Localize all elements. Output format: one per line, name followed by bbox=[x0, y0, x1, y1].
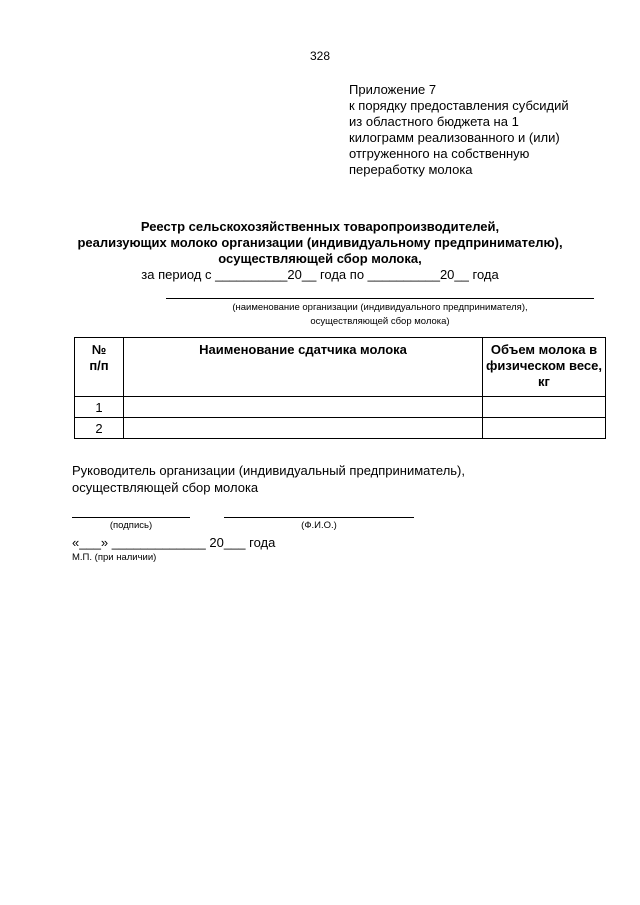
header-volume-line: Объем молока в bbox=[490, 342, 598, 357]
stamp-caption: М.П. (при наличии) bbox=[72, 552, 157, 563]
header-volume bbox=[483, 338, 606, 397]
row-number: 1 bbox=[75, 397, 124, 418]
title-line: осуществляющей сбор молока, bbox=[218, 251, 422, 266]
page-number: 328 bbox=[309, 49, 331, 63]
fio-caption: (Ф.И.О.) bbox=[301, 520, 337, 531]
appendix-line: Приложение 7 bbox=[349, 82, 437, 97]
period-line: за период с __________20__ года по __________20__ года bbox=[141, 267, 499, 282]
title-line: Реестр сельскохозяйственных товаропроизводителей, bbox=[140, 219, 500, 234]
signature-blank-line bbox=[72, 517, 190, 518]
organization-caption-line: (наименование организации (индивидуального предпринимателя), bbox=[232, 302, 528, 313]
date-line: «___» _____________ 20___ года bbox=[72, 535, 276, 550]
organization-caption bbox=[166, 301, 594, 329]
organization-blank-line bbox=[166, 298, 594, 299]
appendix-line: отгруженного на собственную bbox=[349, 146, 530, 161]
row-supplier-name bbox=[124, 397, 483, 418]
header-number-line: п/п bbox=[89, 358, 109, 373]
header-supplier-name-text: Наименование сдатчика молока bbox=[199, 342, 407, 357]
document-title bbox=[0, 219, 640, 267]
registry-table bbox=[74, 337, 606, 439]
header-volume-line: физическом весе, bbox=[486, 358, 602, 373]
appendix-note bbox=[349, 82, 629, 178]
header-number-line: № bbox=[91, 342, 107, 357]
header-volume-line: кг bbox=[538, 374, 550, 389]
table-row bbox=[75, 418, 606, 439]
table-row bbox=[75, 397, 606, 418]
fio-blank-line bbox=[224, 517, 414, 518]
row-volume bbox=[483, 418, 606, 439]
row-supplier-name bbox=[124, 418, 483, 439]
row-volume bbox=[483, 397, 606, 418]
header-supplier-name bbox=[124, 338, 483, 397]
appendix-line: килограмм реализованного и (или) bbox=[349, 130, 560, 145]
signer-line: Руководитель организации (индивидуальный предприниматель), bbox=[72, 463, 465, 478]
appendix-line: из областного бюджета на 1 bbox=[349, 114, 519, 129]
organization-caption-line: осуществляющей сбор молока) bbox=[310, 316, 450, 327]
appendix-line: к порядку предоставления субсидий bbox=[349, 98, 569, 113]
header-number bbox=[75, 338, 124, 397]
signer-line: осуществляющей сбор молока bbox=[72, 480, 259, 495]
title-line: реализующих молоко организации (индивидуальному предпринимателю), bbox=[77, 235, 563, 250]
row-number: 2 bbox=[75, 418, 124, 439]
table-header-row bbox=[75, 338, 606, 397]
appendix-line: переработку молока bbox=[349, 162, 473, 177]
signature-caption: (подпись) bbox=[109, 520, 153, 531]
signer-label bbox=[72, 462, 592, 496]
